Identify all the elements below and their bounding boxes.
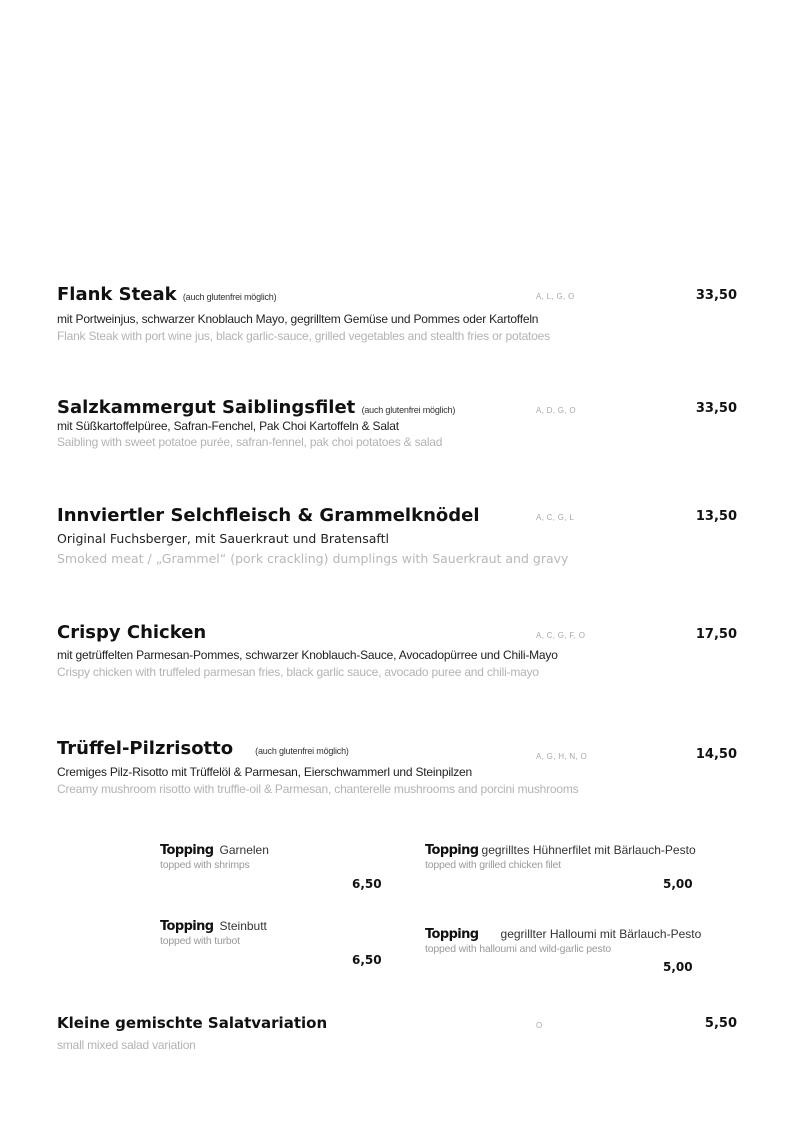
topping-name: gegrilltes Hühnerfilet mit Bärlauch-Pesto: [481, 843, 696, 857]
dish-title: Innviertler Selchfleisch & Grammelknödel: [57, 505, 480, 526]
topping-price: 6,50: [352, 877, 382, 891]
topping-description-english: topped with grilled chicken filet: [425, 859, 561, 871]
dish-note: (auch glutenfrei möglich): [255, 746, 349, 756]
topping-label: Topping: [160, 919, 214, 934]
allergen-codes: A, C, G, F, O: [536, 631, 586, 640]
topping-name: gegrillter Halloumi mit Bärlauch-Pesto: [500, 927, 702, 941]
topping-description-english: topped with halloumi and wild-garlic pesto: [425, 943, 611, 955]
topping-description-english: topped with turbot: [160, 935, 240, 947]
topping-price: 5,00: [663, 960, 693, 974]
topping-huehnerfilet: [425, 843, 696, 871]
topping-label: Topping: [160, 843, 214, 858]
topping-price: 5,00: [663, 877, 693, 891]
menu-item-salatvariation: [57, 1014, 742, 1052]
topping-label: Topping: [425, 927, 479, 942]
allergen-codes: O: [536, 1021, 543, 1030]
topping-description-english: topped with shrimps: [160, 859, 250, 871]
topping-label: Topping: [425, 843, 479, 858]
topping-halloumi: [425, 927, 701, 955]
dish-price: 33,50: [695, 288, 737, 303]
dish-price: 5,50: [704, 1016, 737, 1031]
description-english: Crispy chicken with truffeled parmesan fries, black garlic sauce, avocado puree and chili-mayo: [57, 665, 539, 679]
description-english: Smoked meat / „Grammel“ (pork crackling) dumplings with Sauerkraut and gravy: [57, 551, 569, 566]
description-english: Creamy mushroom risotto with truffle-oil & Parmesan, chanterelle mushrooms and porcini mushrooms: [57, 782, 579, 796]
dish-price: 17,50: [695, 627, 737, 642]
topping-garnelen: [160, 843, 269, 871]
description-english: Saibling with sweet potatoe purée, safran-fennel, pak choi potatoes & salad: [57, 435, 443, 449]
dish-price: 33,50: [695, 401, 737, 416]
description-german: mit getrüffelten Parmesan-Pommes, schwarzer Knoblauch-Sauce, Avocadopürree und Chili-Mayo: [57, 648, 558, 662]
allergen-codes: A, C, G, L: [536, 513, 575, 522]
topping-name: Garnelen: [219, 843, 269, 857]
menu-item-flank-steak: [57, 284, 742, 343]
description-english: small mixed salad variation: [57, 1038, 196, 1052]
dish-price: 13,50: [695, 509, 737, 524]
allergen-codes: A, L, G, O: [536, 292, 575, 301]
description-german: Cremiges Pilz-Risotto mit Trüffelöl & Parmesan, Eierschwammerl und Steinpilzen: [57, 765, 472, 779]
dish-title: Salzkammergut Saiblingsfilet (auch glutenfrei möglich): [57, 397, 456, 418]
description-german: Original Fuchsberger, mit Sauerkraut und Bratensaftl: [57, 531, 389, 546]
dish-title: Flank Steak (auch glutenfrei möglich): [57, 284, 277, 305]
description-english: Flank Steak with port wine jus, black garlic-sauce, grilled vegetables and stealth fries or potatoes: [57, 329, 550, 343]
dish-price: 14,50: [695, 747, 737, 762]
allergen-codes: A, D, G, O: [536, 406, 576, 415]
description-german: mit Süßkartoffelpüree, Safran-Fenchel, Pak Choi Kartoffeln & Salat: [57, 419, 399, 433]
menu-item-saiblingsfilet: [57, 397, 742, 449]
menu-item-selchfleisch-grammelknoedel: [57, 505, 742, 566]
topping-steinbutt: [160, 919, 267, 947]
dish-title: Trüffel-Pilzrisotto (auch glutenfrei möglich): [57, 738, 349, 759]
allergen-codes: A, G, H, N, O: [536, 752, 588, 761]
dish-note: (auch glutenfrei möglich): [182, 292, 277, 302]
topping-price: 6,50: [352, 953, 382, 967]
description-german: mit Portweinjus, schwarzer Knoblauch Mayo, gegrilltem Gemüse und Pommes oder Kartoffeln: [57, 312, 539, 326]
topping-name: Steinbutt: [219, 919, 267, 933]
menu-item-trueffel-pilzrisotto: [57, 738, 742, 796]
dish-note: (auch glutenfrei möglich): [361, 405, 456, 415]
dish-title: Crispy Chicken: [57, 622, 207, 643]
menu-item-crispy-chicken: [57, 622, 742, 679]
dish-title: Kleine gemischte Salatvariation: [57, 1014, 328, 1032]
